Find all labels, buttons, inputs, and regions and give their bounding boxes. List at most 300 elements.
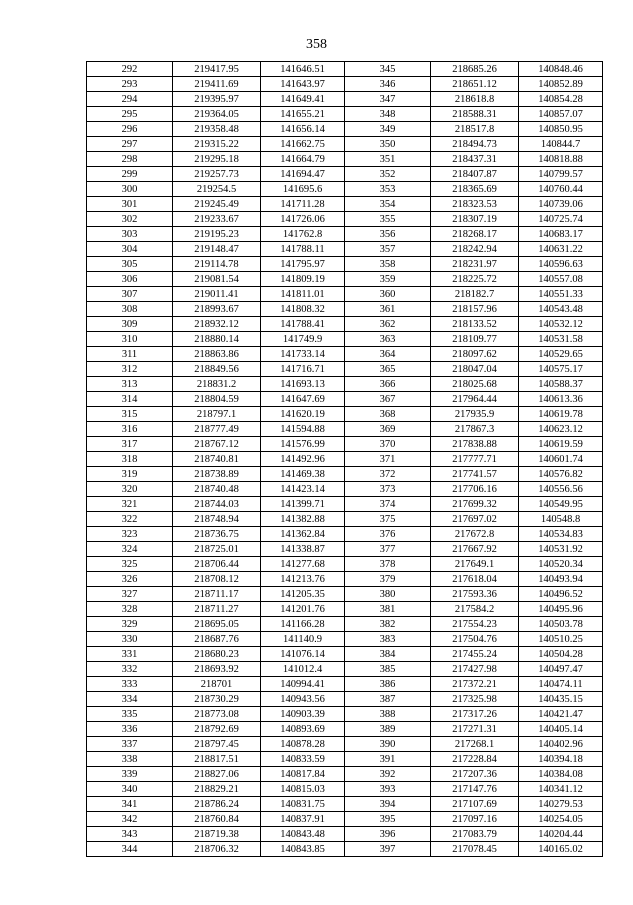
x-coordinate-cell: 219011.41 — [173, 287, 261, 302]
x-coordinate-cell: 217455.24 — [431, 647, 519, 662]
point-number-cell: 336 — [87, 722, 173, 737]
point-number-cell: 312 — [87, 362, 173, 377]
y-coordinate-cell: 140601.74 — [519, 452, 603, 467]
coordinates-table-body — [87, 62, 603, 857]
table-row — [87, 77, 603, 92]
point-number-cell: 299 — [87, 167, 173, 182]
x-coordinate-cell: 218827.06 — [173, 767, 261, 782]
point-number-cell: 294 — [87, 92, 173, 107]
point-number-cell: 377 — [345, 542, 431, 557]
x-coordinate-cell: 218182.7 — [431, 287, 519, 302]
point-number-cell: 368 — [345, 407, 431, 422]
point-number-cell: 392 — [345, 767, 431, 782]
point-number-cell: 298 — [87, 152, 173, 167]
y-coordinate-cell: 141716.71 — [261, 362, 345, 377]
y-coordinate-cell: 141694.47 — [261, 167, 345, 182]
point-number-cell: 374 — [345, 497, 431, 512]
point-number-cell: 367 — [345, 392, 431, 407]
point-number-cell: 369 — [345, 422, 431, 437]
point-number-cell: 346 — [345, 77, 431, 92]
point-number-cell: 381 — [345, 602, 431, 617]
x-coordinate-cell: 219395.97 — [173, 92, 261, 107]
y-coordinate-cell: 140402.96 — [519, 737, 603, 752]
x-coordinate-cell: 217372.21 — [431, 677, 519, 692]
x-coordinate-cell: 218725.01 — [173, 542, 261, 557]
y-coordinate-cell: 141762.8 — [261, 227, 345, 242]
y-coordinate-cell: 141140.9 — [261, 632, 345, 647]
x-coordinate-cell: 218307.19 — [431, 212, 519, 227]
point-number-cell: 384 — [345, 647, 431, 662]
point-number-cell: 354 — [345, 197, 431, 212]
point-number-cell: 375 — [345, 512, 431, 527]
x-coordinate-cell: 217097.16 — [431, 812, 519, 827]
x-coordinate-cell: 217504.76 — [431, 632, 519, 647]
x-coordinate-cell: 218693.92 — [173, 662, 261, 677]
y-coordinate-cell: 140818.88 — [519, 152, 603, 167]
table-row — [87, 647, 603, 662]
x-coordinate-cell: 217964.44 — [431, 392, 519, 407]
table-row — [87, 722, 603, 737]
point-number-cell: 293 — [87, 77, 173, 92]
y-coordinate-cell: 140394.18 — [519, 752, 603, 767]
point-number-cell: 335 — [87, 707, 173, 722]
x-coordinate-cell: 217325.98 — [431, 692, 519, 707]
x-coordinate-cell: 218777.49 — [173, 422, 261, 437]
x-coordinate-cell: 217207.36 — [431, 767, 519, 782]
table-row — [87, 287, 603, 302]
point-number-cell: 378 — [345, 557, 431, 572]
y-coordinate-cell: 140254.05 — [519, 812, 603, 827]
y-coordinate-cell: 141362.84 — [261, 527, 345, 542]
x-coordinate-cell: 218932.12 — [173, 317, 261, 332]
x-coordinate-cell: 219411.69 — [173, 77, 261, 92]
point-number-cell: 370 — [345, 437, 431, 452]
x-coordinate-cell: 218517.8 — [431, 122, 519, 137]
point-number-cell: 329 — [87, 617, 173, 632]
y-coordinate-cell: 140817.84 — [261, 767, 345, 782]
page-number: 358 — [306, 37, 327, 52]
table-row — [87, 752, 603, 767]
x-coordinate-cell: 217147.76 — [431, 782, 519, 797]
y-coordinate-cell: 141664.79 — [261, 152, 345, 167]
x-coordinate-cell: 218047.04 — [431, 362, 519, 377]
y-coordinate-cell: 141423.14 — [261, 482, 345, 497]
y-coordinate-cell: 140760.44 — [519, 182, 603, 197]
x-coordinate-cell: 218786.24 — [173, 797, 261, 812]
y-coordinate-cell: 140435.15 — [519, 692, 603, 707]
y-coordinate-cell: 141733.14 — [261, 347, 345, 362]
x-coordinate-cell: 218740.81 — [173, 452, 261, 467]
point-number-cell: 330 — [87, 632, 173, 647]
x-coordinate-cell: 218773.08 — [173, 707, 261, 722]
table-row — [87, 617, 603, 632]
y-coordinate-cell: 140474.11 — [519, 677, 603, 692]
point-number-cell: 297 — [87, 137, 173, 152]
point-number-cell: 388 — [345, 707, 431, 722]
point-number-cell: 314 — [87, 392, 173, 407]
y-coordinate-cell: 140405.14 — [519, 722, 603, 737]
y-coordinate-cell: 140613.36 — [519, 392, 603, 407]
point-number-cell: 318 — [87, 452, 173, 467]
point-number-cell: 350 — [345, 137, 431, 152]
point-number-cell: 317 — [87, 437, 173, 452]
table-row — [87, 377, 603, 392]
y-coordinate-cell: 141277.68 — [261, 557, 345, 572]
point-number-cell: 358 — [345, 257, 431, 272]
point-number-cell: 360 — [345, 287, 431, 302]
y-coordinate-cell: 140341.12 — [519, 782, 603, 797]
point-number-cell: 324 — [87, 542, 173, 557]
x-coordinate-cell: 218767.12 — [173, 437, 261, 452]
y-coordinate-cell: 140623.12 — [519, 422, 603, 437]
point-number-cell: 307 — [87, 287, 173, 302]
y-coordinate-cell: 140384.08 — [519, 767, 603, 782]
table-row — [87, 737, 603, 752]
x-coordinate-cell: 218797.1 — [173, 407, 261, 422]
point-number-cell: 364 — [345, 347, 431, 362]
y-coordinate-cell: 141695.6 — [261, 182, 345, 197]
table-row — [87, 692, 603, 707]
y-coordinate-cell: 141213.76 — [261, 572, 345, 587]
point-number-cell: 334 — [87, 692, 173, 707]
point-number-cell: 391 — [345, 752, 431, 767]
table-row — [87, 587, 603, 602]
point-number-cell: 394 — [345, 797, 431, 812]
table-row — [87, 452, 603, 467]
x-coordinate-cell: 219233.67 — [173, 212, 261, 227]
point-number-cell: 379 — [345, 572, 431, 587]
table-row — [87, 767, 603, 782]
table-row — [87, 122, 603, 137]
table-row — [87, 62, 603, 77]
table-row — [87, 497, 603, 512]
y-coordinate-cell: 140878.28 — [261, 737, 345, 752]
table-row — [87, 392, 603, 407]
table-row — [87, 422, 603, 437]
point-number-cell: 356 — [345, 227, 431, 242]
point-number-cell: 366 — [345, 377, 431, 392]
y-coordinate-cell: 141711.28 — [261, 197, 345, 212]
x-coordinate-cell: 218133.52 — [431, 317, 519, 332]
x-coordinate-cell: 217867.3 — [431, 422, 519, 437]
y-coordinate-cell: 140837.91 — [261, 812, 345, 827]
y-coordinate-cell: 140683.17 — [519, 227, 603, 242]
y-coordinate-cell: 141492.96 — [261, 452, 345, 467]
point-number-cell: 308 — [87, 302, 173, 317]
y-coordinate-cell: 140556.56 — [519, 482, 603, 497]
point-number-cell: 351 — [345, 152, 431, 167]
point-number-cell: 371 — [345, 452, 431, 467]
x-coordinate-cell: 217078.45 — [431, 842, 519, 857]
x-coordinate-cell: 218687.76 — [173, 632, 261, 647]
point-number-cell: 359 — [345, 272, 431, 287]
x-coordinate-cell: 218792.69 — [173, 722, 261, 737]
x-coordinate-cell: 218849.56 — [173, 362, 261, 377]
x-coordinate-cell: 218736.75 — [173, 527, 261, 542]
x-coordinate-cell: 217593.36 — [431, 587, 519, 602]
y-coordinate-cell: 140903.39 — [261, 707, 345, 722]
point-number-cell: 385 — [345, 662, 431, 677]
x-coordinate-cell: 219254.5 — [173, 182, 261, 197]
y-coordinate-cell: 140504.28 — [519, 647, 603, 662]
y-coordinate-cell: 140850.95 — [519, 122, 603, 137]
point-number-cell: 372 — [345, 467, 431, 482]
table-row — [87, 272, 603, 287]
table-row — [87, 362, 603, 377]
point-number-cell: 382 — [345, 617, 431, 632]
point-number-cell: 340 — [87, 782, 173, 797]
point-number-cell: 338 — [87, 752, 173, 767]
y-coordinate-cell: 141788.11 — [261, 242, 345, 257]
table-row — [87, 347, 603, 362]
point-number-cell: 320 — [87, 482, 173, 497]
x-coordinate-cell: 218268.17 — [431, 227, 519, 242]
y-coordinate-cell: 141656.14 — [261, 122, 345, 137]
y-coordinate-cell: 140725.74 — [519, 212, 603, 227]
y-coordinate-cell: 141594.88 — [261, 422, 345, 437]
x-coordinate-cell: 218711.17 — [173, 587, 261, 602]
y-coordinate-cell: 141655.21 — [261, 107, 345, 122]
y-coordinate-cell: 140531.58 — [519, 332, 603, 347]
table-row — [87, 197, 603, 212]
table-row — [87, 92, 603, 107]
point-number-cell: 295 — [87, 107, 173, 122]
table-row — [87, 827, 603, 842]
point-number-cell: 348 — [345, 107, 431, 122]
table-row — [87, 662, 603, 677]
point-number-cell: 339 — [87, 767, 173, 782]
y-coordinate-cell: 140557.08 — [519, 272, 603, 287]
point-number-cell: 363 — [345, 332, 431, 347]
table-row — [87, 257, 603, 272]
y-coordinate-cell: 140854.28 — [519, 92, 603, 107]
y-coordinate-cell: 140575.17 — [519, 362, 603, 377]
x-coordinate-cell: 218242.94 — [431, 242, 519, 257]
table-row — [87, 842, 603, 857]
x-coordinate-cell: 219148.47 — [173, 242, 261, 257]
x-coordinate-cell: 218744.03 — [173, 497, 261, 512]
point-number-cell: 301 — [87, 197, 173, 212]
x-coordinate-cell: 218829.21 — [173, 782, 261, 797]
y-coordinate-cell: 141646.51 — [261, 62, 345, 77]
table-row — [87, 572, 603, 587]
point-number-cell: 306 — [87, 272, 173, 287]
y-coordinate-cell: 140421.47 — [519, 707, 603, 722]
point-number-cell: 304 — [87, 242, 173, 257]
y-coordinate-cell: 140510.25 — [519, 632, 603, 647]
x-coordinate-cell: 218748.94 — [173, 512, 261, 527]
point-number-cell: 292 — [87, 62, 173, 77]
x-coordinate-cell: 217271.31 — [431, 722, 519, 737]
y-coordinate-cell: 140165.02 — [519, 842, 603, 857]
table-row — [87, 107, 603, 122]
y-coordinate-cell: 140831.75 — [261, 797, 345, 812]
x-coordinate-cell: 218797.45 — [173, 737, 261, 752]
x-coordinate-cell: 217228.84 — [431, 752, 519, 767]
y-coordinate-cell: 140496.52 — [519, 587, 603, 602]
point-number-cell: 343 — [87, 827, 173, 842]
point-number-cell: 386 — [345, 677, 431, 692]
table-row — [87, 302, 603, 317]
point-number-cell: 311 — [87, 347, 173, 362]
y-coordinate-cell: 140497.47 — [519, 662, 603, 677]
x-coordinate-cell: 219364.05 — [173, 107, 261, 122]
table-row — [87, 512, 603, 527]
point-number-cell: 383 — [345, 632, 431, 647]
y-coordinate-cell: 141201.76 — [261, 602, 345, 617]
x-coordinate-cell: 217777.71 — [431, 452, 519, 467]
y-coordinate-cell: 140493.94 — [519, 572, 603, 587]
x-coordinate-cell: 218025.68 — [431, 377, 519, 392]
x-coordinate-cell: 219081.54 — [173, 272, 261, 287]
table-row — [87, 482, 603, 497]
x-coordinate-cell: 218804.59 — [173, 392, 261, 407]
x-coordinate-cell: 218680.23 — [173, 647, 261, 662]
point-number-cell: 347 — [345, 92, 431, 107]
point-number-cell: 328 — [87, 602, 173, 617]
y-coordinate-cell: 141576.99 — [261, 437, 345, 452]
x-coordinate-cell: 218365.69 — [431, 182, 519, 197]
x-coordinate-cell: 218225.72 — [431, 272, 519, 287]
table-row — [87, 332, 603, 347]
y-coordinate-cell: 141788.41 — [261, 317, 345, 332]
point-number-cell: 296 — [87, 122, 173, 137]
x-coordinate-cell: 217427.98 — [431, 662, 519, 677]
x-coordinate-cell: 218323.53 — [431, 197, 519, 212]
x-coordinate-cell: 217697.02 — [431, 512, 519, 527]
y-coordinate-cell: 140549.95 — [519, 497, 603, 512]
x-coordinate-cell: 217107.69 — [431, 797, 519, 812]
point-number-cell: 349 — [345, 122, 431, 137]
y-coordinate-cell: 140204.44 — [519, 827, 603, 842]
x-coordinate-cell: 218407.87 — [431, 167, 519, 182]
table-row — [87, 467, 603, 482]
y-coordinate-cell: 140619.59 — [519, 437, 603, 452]
y-coordinate-cell: 140739.06 — [519, 197, 603, 212]
table-row — [87, 542, 603, 557]
point-number-cell: 387 — [345, 692, 431, 707]
y-coordinate-cell: 140495.96 — [519, 602, 603, 617]
y-coordinate-cell: 141166.28 — [261, 617, 345, 632]
y-coordinate-cell: 140588.37 — [519, 377, 603, 392]
y-coordinate-cell: 140543.48 — [519, 302, 603, 317]
y-coordinate-cell: 141643.97 — [261, 77, 345, 92]
table-row — [87, 167, 603, 182]
table-row — [87, 812, 603, 827]
point-number-cell: 326 — [87, 572, 173, 587]
table-row — [87, 797, 603, 812]
y-coordinate-cell: 141808.32 — [261, 302, 345, 317]
point-number-cell: 393 — [345, 782, 431, 797]
point-number-cell: 321 — [87, 497, 173, 512]
x-coordinate-cell: 217935.9 — [431, 407, 519, 422]
y-coordinate-cell: 140548.8 — [519, 512, 603, 527]
x-coordinate-cell: 217667.92 — [431, 542, 519, 557]
table-row — [87, 152, 603, 167]
table-row — [87, 212, 603, 227]
x-coordinate-cell: 218494.73 — [431, 137, 519, 152]
point-number-cell: 309 — [87, 317, 173, 332]
y-coordinate-cell: 141649.41 — [261, 92, 345, 107]
point-number-cell: 357 — [345, 242, 431, 257]
y-coordinate-cell: 141399.71 — [261, 497, 345, 512]
y-coordinate-cell: 141338.87 — [261, 542, 345, 557]
x-coordinate-cell: 218863.86 — [173, 347, 261, 362]
point-number-cell: 305 — [87, 257, 173, 272]
y-coordinate-cell: 140279.53 — [519, 797, 603, 812]
x-coordinate-cell: 218695.05 — [173, 617, 261, 632]
point-number-cell: 344 — [87, 842, 173, 857]
y-coordinate-cell: 140943.56 — [261, 692, 345, 707]
y-coordinate-cell: 140844.7 — [519, 137, 603, 152]
x-coordinate-cell: 219114.78 — [173, 257, 261, 272]
point-number-cell: 380 — [345, 587, 431, 602]
point-number-cell: 365 — [345, 362, 431, 377]
x-coordinate-cell: 217672.8 — [431, 527, 519, 542]
point-number-cell: 361 — [345, 302, 431, 317]
y-coordinate-cell: 141647.69 — [261, 392, 345, 407]
point-number-cell: 300 — [87, 182, 173, 197]
x-coordinate-cell: 218719.38 — [173, 827, 261, 842]
x-coordinate-cell: 218711.27 — [173, 602, 261, 617]
x-coordinate-cell: 218651.12 — [431, 77, 519, 92]
x-coordinate-cell: 219358.48 — [173, 122, 261, 137]
y-coordinate-cell: 140857.07 — [519, 107, 603, 122]
point-number-cell: 303 — [87, 227, 173, 242]
table-row — [87, 137, 603, 152]
x-coordinate-cell: 218817.51 — [173, 752, 261, 767]
point-number-cell: 376 — [345, 527, 431, 542]
y-coordinate-cell: 140799.57 — [519, 167, 603, 182]
y-coordinate-cell: 141749.9 — [261, 332, 345, 347]
point-number-cell: 327 — [87, 587, 173, 602]
table-row — [87, 632, 603, 647]
point-number-cell: 316 — [87, 422, 173, 437]
x-coordinate-cell: 217317.26 — [431, 707, 519, 722]
point-number-cell: 352 — [345, 167, 431, 182]
table-row — [87, 527, 603, 542]
point-number-cell: 322 — [87, 512, 173, 527]
y-coordinate-cell: 141662.75 — [261, 137, 345, 152]
y-coordinate-cell: 141811.01 — [261, 287, 345, 302]
x-coordinate-cell: 218706.44 — [173, 557, 261, 572]
y-coordinate-cell: 140994.41 — [261, 677, 345, 692]
y-coordinate-cell: 141620.19 — [261, 407, 345, 422]
point-number-cell: 315 — [87, 407, 173, 422]
x-coordinate-cell: 219257.73 — [173, 167, 261, 182]
y-coordinate-cell: 140531.92 — [519, 542, 603, 557]
x-coordinate-cell: 219195.23 — [173, 227, 261, 242]
y-coordinate-cell: 141469.38 — [261, 467, 345, 482]
point-number-cell: 313 — [87, 377, 173, 392]
point-number-cell: 319 — [87, 467, 173, 482]
x-coordinate-cell: 217699.32 — [431, 497, 519, 512]
y-coordinate-cell: 141205.35 — [261, 587, 345, 602]
x-coordinate-cell: 217741.57 — [431, 467, 519, 482]
y-coordinate-cell: 141795.97 — [261, 257, 345, 272]
y-coordinate-cell: 140833.59 — [261, 752, 345, 767]
y-coordinate-cell: 140596.63 — [519, 257, 603, 272]
x-coordinate-cell: 218708.12 — [173, 572, 261, 587]
table-row — [87, 707, 603, 722]
point-number-cell: 331 — [87, 647, 173, 662]
x-coordinate-cell: 217584.2 — [431, 602, 519, 617]
x-coordinate-cell: 218231.97 — [431, 257, 519, 272]
x-coordinate-cell: 217083.79 — [431, 827, 519, 842]
point-number-cell: 397 — [345, 842, 431, 857]
table-row — [87, 182, 603, 197]
y-coordinate-cell: 141809.19 — [261, 272, 345, 287]
